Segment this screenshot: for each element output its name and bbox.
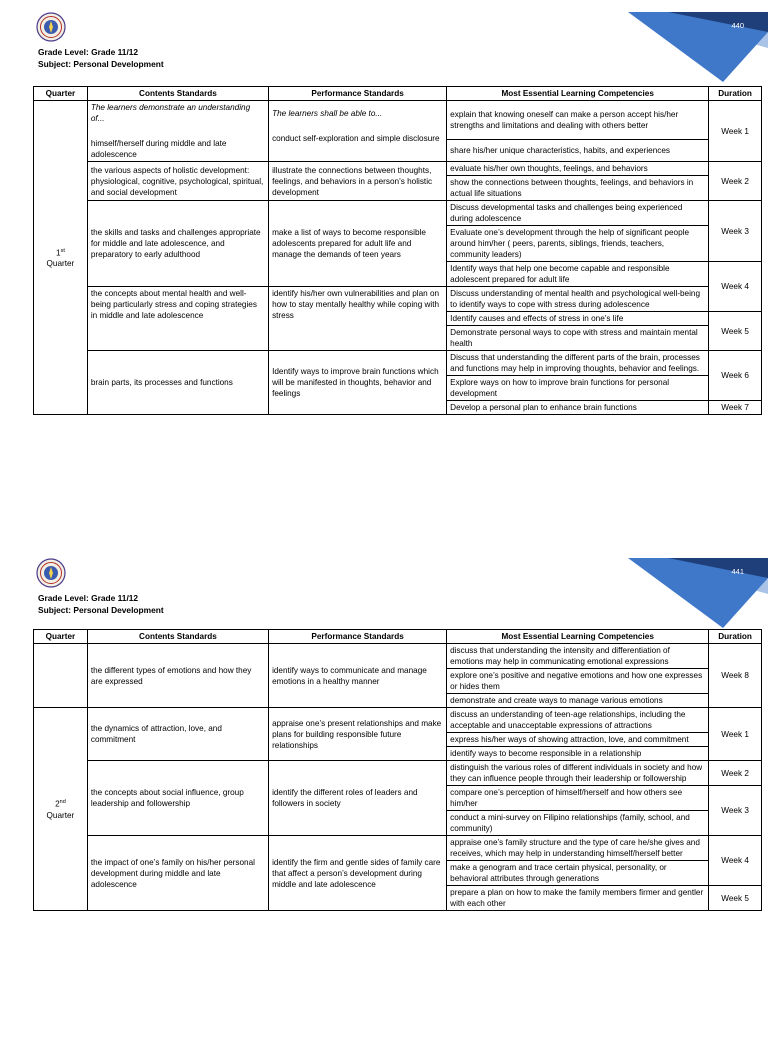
content-standard: the impact of one’s family on his/her personal development during middle and late adolescence <box>87 836 268 911</box>
performance-standard: identify his/her own vulnerabilities and plan on how to stay mentally healthy while coping with stress <box>269 287 447 351</box>
duration: Week 5 <box>709 886 762 911</box>
table-row <box>34 201 762 226</box>
performance-standard: Identify ways to improve brain functions which will be manifested in thoughts, behavior and feelings <box>269 351 447 415</box>
competency: Discuss understanding of mental health and psychological well-being to identify ways to cope with stress during adolescence <box>447 287 709 312</box>
performance-standard: The learners shall be able to... conduct self-exploration and simple disclosure <box>269 101 447 162</box>
duration: Week 6 <box>709 351 762 401</box>
table-row <box>34 708 762 733</box>
competency: discuss an understanding of teen-age relationships, including the acceptable and unacceptable expressions of attractions <box>447 708 709 733</box>
content-standard: The learners demonstrate an understanding of... himself/herself during middle and late adolescence <box>87 101 268 162</box>
competency: express his/her ways of showing attraction, love, and commitment <box>447 733 709 747</box>
duration: Week 4 <box>709 836 762 886</box>
document-page-441 <box>0 546 768 1046</box>
grade-level: Grade Level: Grade 11/12 <box>38 47 139 57</box>
header-competencies: Most Essential Learning Competencies <box>447 630 709 644</box>
document-header <box>38 46 164 70</box>
duration: Week 1 <box>709 708 762 761</box>
performance-standard: identify ways to communicate and manage emotions in a healthy manner <box>269 644 447 708</box>
competency: Discuss developmental tasks and challenges being experienced during adolescence <box>447 201 709 226</box>
content-standard: the dynamics of attraction, love, and commitment <box>87 708 268 761</box>
competency: conduct a mini-survey on Filipino relationships (family, school, and community) <box>447 811 709 836</box>
duration: Week 8 <box>709 644 762 708</box>
duration: Week 4 <box>709 262 762 312</box>
header-contents: Contents Standards <box>87 630 268 644</box>
grade-level: Grade Level: Grade 11/12 <box>38 593 139 603</box>
table-row <box>34 287 762 312</box>
competency: distinguish the various roles of different individuals in society and how they can influence people through their leadership or followership <box>447 761 709 786</box>
header-duration: Duration <box>709 87 762 101</box>
header-competencies: Most Essential Learning Competencies <box>447 87 709 101</box>
content-standard: brain parts, its processes and functions <box>87 351 268 415</box>
competency-table-q1 <box>33 86 762 415</box>
deped-seal-icon <box>36 558 66 588</box>
table-row <box>34 836 762 861</box>
content-standard: the concepts about social influence, group leadership and followership <box>87 761 268 836</box>
competency: evaluate his/her own thoughts, feelings, and behaviors <box>447 162 709 176</box>
competency: demonstrate and create ways to manage various emotions <box>447 694 709 708</box>
deped-seal-icon <box>36 12 66 42</box>
duration: Week 2 <box>709 761 762 786</box>
duration: Week 3 <box>709 201 762 262</box>
competency-table-q2 <box>33 629 762 911</box>
quarter-cell-empty <box>34 644 88 708</box>
duration: Week 5 <box>709 312 762 351</box>
table-row <box>34 101 762 140</box>
document-page-440 <box>0 0 768 500</box>
quarter-cell: 1st Quarter <box>34 101 88 415</box>
duration: Week 3 <box>709 786 762 836</box>
document-header <box>38 592 164 616</box>
performance-standard: appraise one’s present relationships and make plans for building responsible future relationships <box>269 708 447 761</box>
content-standard: the different types of emotions and how they are expressed <box>87 644 268 708</box>
performance-standard: make a list of ways to become responsible adolescents prepared for adult life and manage the demands of teen years <box>269 201 447 287</box>
duration: Week 1 <box>709 101 762 162</box>
competency: explore one’s positive and negative emotions and how one expresses or hides them <box>447 669 709 694</box>
competency: make a genogram and trace certain physical, personality, or behavioral attributes through generations <box>447 861 709 886</box>
competency: Explore ways on how to improve brain functions for personal development <box>447 376 709 401</box>
table-header-row <box>34 87 762 101</box>
page-number: 441 <box>731 567 744 576</box>
competency: discuss that understanding the intensity and differentiation of emotions may help in communicating emotional expressions <box>447 644 709 669</box>
competency: identify ways to become responsible in a relationship <box>447 747 709 761</box>
header-contents: Contents Standards <box>87 87 268 101</box>
table-row <box>34 351 762 376</box>
competency: Demonstrate personal ways to cope with stress and maintain mental health <box>447 326 709 351</box>
competency: Evaluate one’s development through the help of significant people around him/her ( peers, parents, siblings, friends, teachers, community leaders) <box>447 226 709 262</box>
performance-standard: illustrate the connections between thoughts, feelings, and behaviors in a person’s holistic development <box>269 162 447 201</box>
competency: share his/her unique characteristics, habits, and experiences <box>447 140 709 162</box>
content-standard: the various aspects of holistic development: physiological, cognitive, psychological, spiritual, and social development <box>87 162 268 201</box>
competency: compare one’s perception of himself/herself and how others see him/her <box>447 786 709 811</box>
duration: Week 7 <box>709 401 762 415</box>
competency: Identify causes and effects of stress in one’s life <box>447 312 709 326</box>
content-standard: the skills and tasks and challenges appropriate for middle and late adolescence, and preparatory to early adulthood <box>87 201 268 287</box>
table-header-row <box>34 630 762 644</box>
header-performance: Performance Standards <box>269 87 447 101</box>
corner-banner <box>628 12 768 82</box>
header-performance: Performance Standards <box>269 630 447 644</box>
duration: Week 2 <box>709 162 762 201</box>
subject: Subject: Personal Development <box>38 605 164 615</box>
header-duration: Duration <box>709 630 762 644</box>
table-row <box>34 162 762 176</box>
header-quarter: Quarter <box>34 87 88 101</box>
competency: prepare a plan on how to make the family members firmer and gentler with each other <box>447 886 709 911</box>
performance-standard: identify the different roles of leaders and followers in society <box>269 761 447 836</box>
table-row <box>34 644 762 669</box>
competency: Discuss that understanding the different parts of the brain, processes and functions may help in improving thoughts, behavior and feelings. <box>447 351 709 376</box>
competency: appraise one’s family structure and the type of care he/she gives and receives, which may help in understanding himself/herself better <box>447 836 709 861</box>
quarter-cell: 2nd Quarter <box>34 708 88 911</box>
competency: Develop a personal plan to enhance brain functions <box>447 401 709 415</box>
header-quarter: Quarter <box>34 630 88 644</box>
competency: show the connections between thoughts, feelings, and behaviors in actual life situations <box>447 176 709 201</box>
table-row <box>34 761 762 786</box>
page-number: 440 <box>731 21 744 30</box>
competency: Identify ways that help one become capable and responsible adolescent prepared for adult life <box>447 262 709 287</box>
performance-standard: identify the firm and gentle sides of family care that affect a person’s development during middle and late adolescence <box>269 836 447 911</box>
content-standard: the concepts about mental health and well-being particularly stress and coping strategies in middle and late adolescence <box>87 287 268 351</box>
subject: Subject: Personal Development <box>38 59 164 69</box>
corner-banner <box>628 558 768 628</box>
competency: explain that knowing oneself can make a person accept his/her strengths and limitations and dealing with others better <box>447 101 709 140</box>
